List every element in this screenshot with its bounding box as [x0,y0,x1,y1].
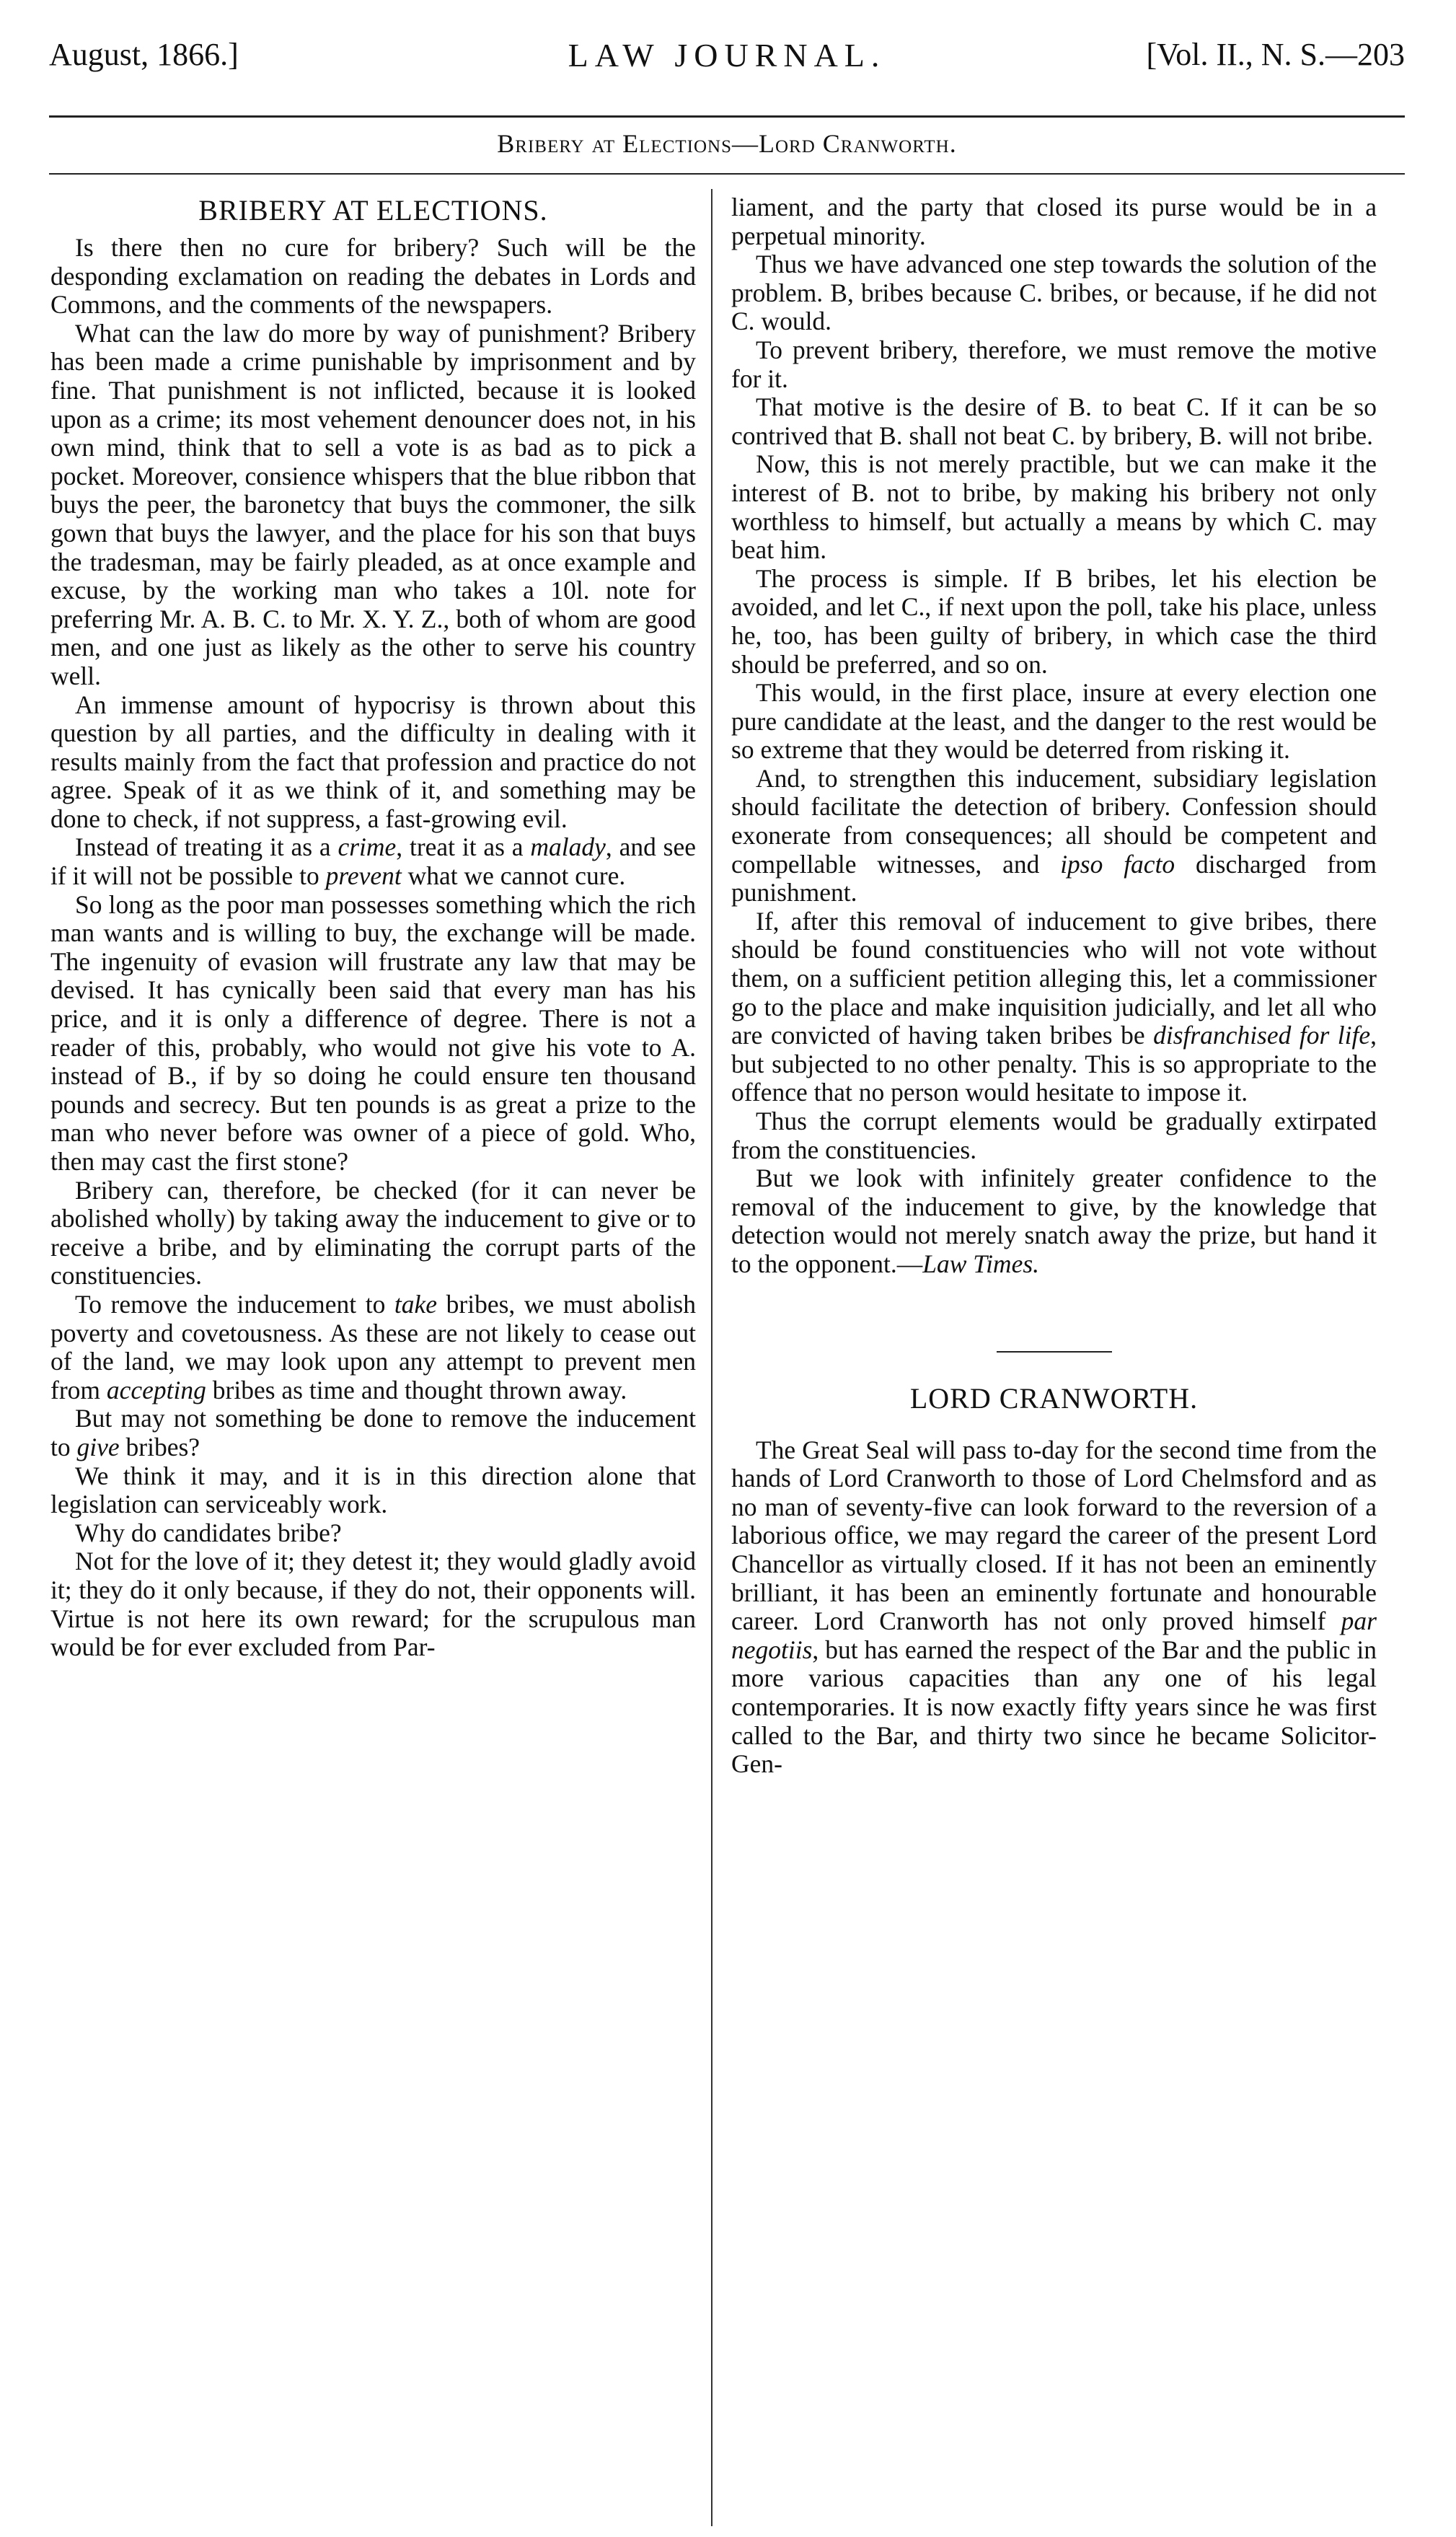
paragraph: Thus the corrupt elements would be gradually extirpated from the constituencies. [731,1107,1377,1164]
text-run: , but subjected to no other penalty. This is so appropriate to the offence that no person would hesitate to impose it. [731,1021,1377,1107]
paragraph: To prevent bribery, therefore, we must remove the motive for it. [731,335,1377,393]
paragraph: An immense amount of hypocrisy is thrown about this question by all parties, and the difficulty in dealing with it results mainly from the fact that profession and practice do not agree. Speak of it as we think of it, and something may be done to check, if not suppress, a fast-growing evil. [50,690,696,833]
running-header [49,36,1405,79]
paragraph-cranworth [731,1436,1377,1779]
text-run: Instead of treating it as a [75,832,338,862]
article-separator [997,1351,1112,1353]
paragraph: Thus we have advanced one step towards the solution of the problem. B, bribes because C. bribes, or because, if he did not C. would. [731,250,1377,336]
italic-run: malady [530,832,606,862]
paragraph: That motive is the desire of B. to beat C. If it can be so contrived that B. shall not beat C. by bribery, B. will not bribe. [731,392,1377,450]
italic-run: crime [337,832,397,862]
article-title-bribery: BRIBERY AT ELECTIONS. [198,194,548,227]
text-run: , but has earned the respect of the Bar and the public in more various capacities than any one of his legal contemporaries. It is now exactly fifty years since he was first called to the Bar, and thirty two since he became Solicitor-Gen- [731,1635,1377,1779]
italic-run: prevent [325,861,402,891]
paragraph-final [731,1164,1377,1278]
paragraph-continued: liament, and the party that closed its purse would be in a perpetual minority. [731,193,1377,250]
text-run: If, after this removal of inducement to give bribes, there should be found constituencies who will not vote without them, on a sufficient petition alleging this, let a commissioner go to the place and make inquisition judicially, and let all who are convicted of having taken bribes be [731,906,1377,1050]
text-run: , and see if it will not be possible to [50,832,696,891]
paragraph: Why do candidates bribe? [75,1518,342,1547]
text-run: But we look with infinitely greater confidence to the removal of the inducement to give, by the knowledge that detection would not merely snatch away the prize, but hand it to the opponent.— [731,1164,1377,1278]
italic-run: give [76,1432,120,1461]
paragraph-give-bribes [50,1404,696,1461]
paragraph-crime-malady [50,833,696,890]
paragraph: We think it may, and it is in this direction alone that legislation can serviceably work. [50,1461,696,1519]
italic-run: take [394,1289,438,1319]
header-date: August, 1866.] [49,37,239,72]
header-rule [49,115,1405,118]
paragraph-disfranchise [731,907,1377,1107]
paragraph: Not for the love of it; they detest it; they would gladly avoid it; they do it only because, if they do not, their opponents will. Virtue is not here its own reward; for the scrupulous man would be for ever excluded from Par- [50,1547,696,1662]
column-divider [711,189,712,2526]
italic-run: ipso facto [1060,849,1175,879]
text-run: what we cannot cure. [401,861,626,891]
text-run: bribes, we must abolish poverty and covetousness. As these are not likely to cease out of the land, we may look upon any attempt to prevent men from [50,1289,696,1404]
paragraph: So long as the poor man possesses something which the rich man wants and is willing to buy, the exchange will be made. The ingenuity of evasion will frustrate any law that may be devised. It has cynically been said that every man has his price, and it is only a difference of degree. There is not a reader of this, probably, who would not give his vote to A. instead of B., if by so doing he could ensure ten thousand pounds and secrecy. But ten pounds is as great a prize to the man who never before was owner of a piece of gold. Who, then may cast the first stone? [50,889,696,1176]
paragraph: Bribery can, therefore, be checked (for it can never be abolished wholly) by taking away the inducement to give or to receive a bribe, and by eliminating the corrupt parts of the constituencies. [50,1175,696,1291]
paragraph-take-bribes [50,1291,696,1404]
paragraph: This would, in the first place, insure at every election one pure candidate at the least, and the danger to the rest would be so extreme that they would be deterred from risking it. [731,678,1377,765]
right-column [731,193,1377,1779]
italic-run: disfranchised for life [1153,1021,1371,1050]
subheader-rule [49,173,1405,175]
text-run: The Great Seal will pass to-day for the second time from the hands of Lord Cranworth to those of Lord Chelmsford and as no man of seventy-five can look forward to the reversion of a laborious office, we may regard the career of the present Lord Chancellor as virtually closed. If it has not been an eminently brilliant, it has been an eminently fortunate and honourable career. Lord Cranworth has not only proved himself [731,1435,1377,1636]
article-title-cranworth: LORD CRANWORTH. [909,1381,1199,1415]
journal-title: LAW JOURNAL. [568,37,886,74]
italic-run: accepting [106,1375,206,1404]
italic-run: par negotiis [731,1606,1377,1664]
text-run: bribes as time and thought thrown away. [206,1375,627,1404]
paragraph: Is there then no cure for bribery? Such will be the desponding exclamation on reading the debates in Lords and Commons, and the comments of the newspapers. [50,233,696,320]
paragraph-ipso-facto [731,765,1377,907]
source-citation: Law Times. [922,1249,1040,1278]
header-volume: [Vol. II., N. S.—203 [1146,37,1405,72]
page-subheader: Bribery at Elections—Lord Cranworth. [497,129,957,158]
paragraph: What can the law do more by way of punishment? Bribery has been made a crime punishable by imprisonment and by fine. That punishment is not inflicted, because it is looked upon as a crime; its most vehement denouncer does not, in his own mind, think that to sell a vote is as bad as to pick a pocket. Moreover, consience whispers that the blue ribbon that buys the peer, the baronetcy that buys the commoner, the silk gown that buys the lawyer, and the place for his son that buys the tradesman, may be fairly pleaded, as at once example and excuse, by the working man who takes a 10l. note for preferring Mr. A. B. C. to Mr. X. Y. Z., both of whom are good men, and one just as likely as the other to serve his country well. [50,318,696,690]
left-column [50,193,696,1662]
text-run: And, to strengthen this inducement, subsidiary legislation should facilitate the detection of bribery. Confession should exonerate from consequences; all should be competent and compellable witnesses, and [731,763,1377,879]
text-run: bribes? [119,1432,200,1461]
text-run: To remove the inducement to [75,1289,394,1319]
paragraph: The process is simple. If B bribes, let his election be avoided, and let C., if next upon the poll, take his place, unless he, too, has been guilty of bribery, in which case the third should be preferred, and so on. [731,563,1377,679]
paragraph: Now, this is not merely practible, but we can make it the interest of B. not to bribe, by making his bribery not only worthless to himself, but actually a means by which C. may beat him. [731,449,1377,565]
text-run: discharged from punishment. [731,849,1377,907]
text-run: , treat it as a [396,832,531,862]
text-run: But may not something be done to remove the inducement to [50,1404,696,1461]
